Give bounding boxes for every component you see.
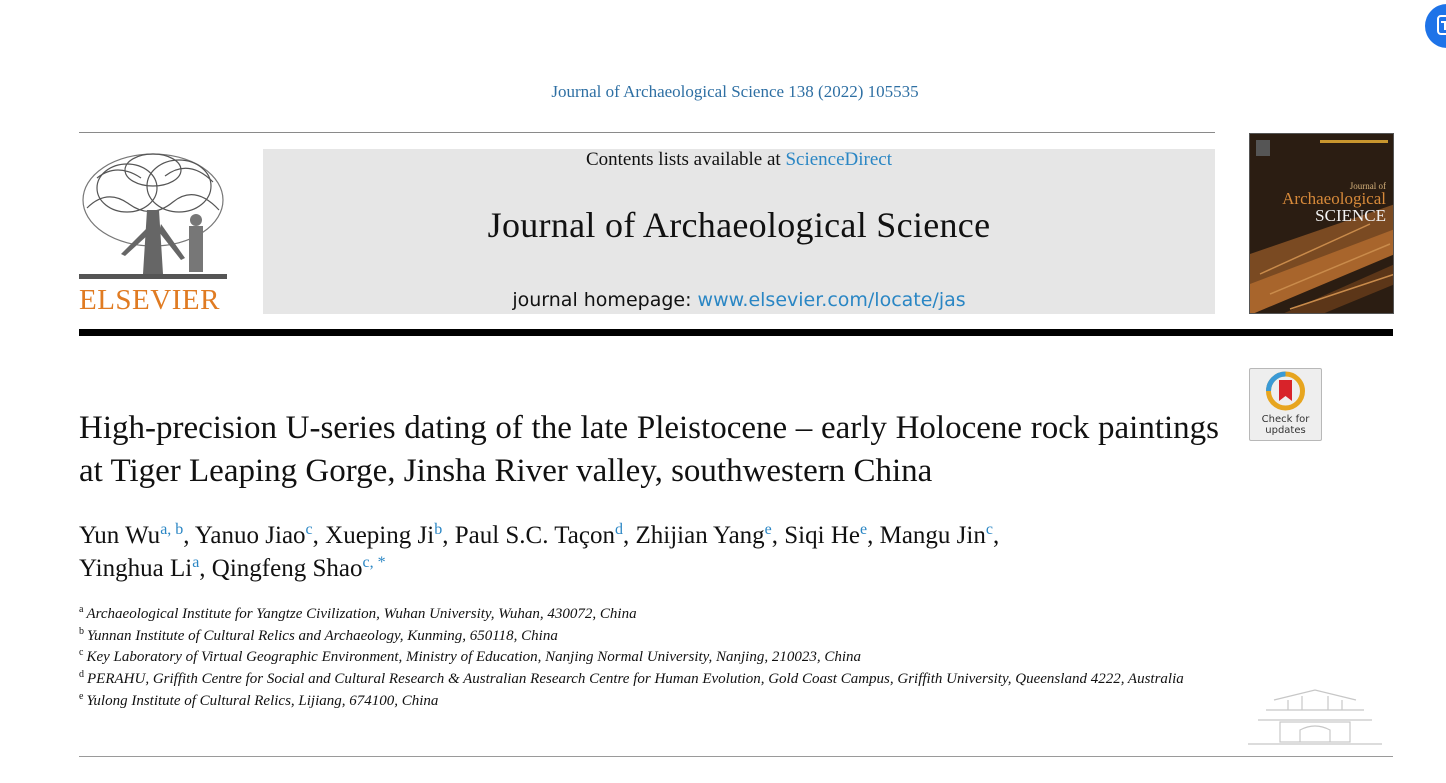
author-affil-sup[interactable]: c, * (362, 554, 386, 571)
author-affil-sup[interactable]: c (305, 521, 313, 538)
translate-icon (1425, 4, 1446, 48)
affiliation-item (79, 669, 1209, 691)
contents-line (263, 149, 1215, 171)
author-list: Yun Wu$^{a, b}$, Yanuo Jiao$^c$, Xueping Ji$^b$, Paul S.C. Taçon$^d$, Zhijian Yang$^e$, Siqi He$^e$, Mangu Jin$^c$, Yinghua Li$^a$, Qingfeng Shao$^{c, *}$ (79, 521, 1000, 582)
author-name[interactable]: Qingfeng Shao (211, 555, 363, 582)
check-updates-line2: updates (1265, 425, 1306, 436)
author-affil-sup[interactable]: a (192, 554, 200, 571)
cover-science: SCIENCE (1315, 206, 1386, 225)
affiliation-text: Yunnan Institute of Cultural Relics and Archaeology, Kunming, 650118, China (87, 627, 558, 644)
cover-journal-of: Journal of (1349, 181, 1386, 191)
author-affil-sup[interactable]: a, b (160, 521, 184, 538)
author-name[interactable]: Mangu Jin (879, 522, 986, 549)
sciencedirect-link[interactable]: ScienceDirect (785, 149, 893, 170)
affiliation-text: Key Laboratory of Virtual Geographic Environment, Ministry of Education, Nanjing Normal University, Nanjing, 210023, China (86, 649, 862, 666)
affiliation-item (79, 691, 1209, 713)
cover-archaeological: Archaeological (1282, 189, 1386, 208)
journal-citation[interactable]: Journal of Archaeological Science 138 (2022) 105535 (551, 82, 919, 101)
check-updates-label (1250, 414, 1321, 436)
author-affil-sup[interactable]: e (859, 521, 868, 538)
header-thick-rule (79, 329, 1393, 336)
journal-name: Journal of Archaeological Science (487, 205, 991, 245)
affiliation-item (79, 626, 1209, 648)
affiliation-key: b (79, 625, 84, 637)
publisher-wordmark: ELSEVIER (79, 284, 220, 316)
affiliation-text: Archaeological Institute for Yangtze Civilization, Wuhan University, Wuhan, 430072, China (86, 606, 637, 622)
author-affil-sup[interactable]: e (764, 521, 772, 538)
author-name[interactable]: Yun Wu (79, 522, 161, 549)
homepage-link[interactable]: www.elsevier.com/locate/jas (697, 289, 966, 311)
check-updates-line1: Check for (1261, 414, 1310, 425)
library-building-icon (1244, 686, 1386, 748)
journal-cover[interactable] (1249, 133, 1394, 314)
author-name[interactable]: Yinghua Li (79, 555, 193, 582)
affiliation-text: Yulong Institute of Cultural Relics, Lijiang, 674100, China (86, 692, 439, 709)
affiliation-item (79, 647, 1209, 669)
check-for-updates-button[interactable] (1249, 368, 1322, 441)
author-affil-sup[interactable]: d (614, 521, 623, 538)
affiliation-key: d (79, 669, 84, 681)
affiliation-key: a (79, 604, 84, 615)
article-title: High-precision U-series dating of the late Pleistocene – early Holocene rock paintings at Tiger Leaping Gorge, Jinsha River valley, southwestern China (79, 410, 1219, 489)
author-name[interactable]: Xueping Ji (325, 522, 435, 549)
header-rule (79, 132, 1215, 133)
library-watermark (1244, 686, 1386, 748)
homepage-prefix: journal homepage: (512, 289, 698, 311)
author-affil-sup[interactable]: b (434, 521, 443, 538)
homepage-line (263, 289, 1215, 311)
author-name[interactable]: Zhijian Yang (635, 522, 765, 549)
affiliation-list (79, 604, 1209, 713)
affiliation-text: PERAHU, Griffith Centre for Social and Cultural Research & Australian Research Centre for Human Evolution, Gold Coast Campus, Griffith University, Queensland 4222, Australia (87, 671, 1184, 688)
contents-prefix: Contents lists available at (585, 149, 786, 170)
affiliation-item (79, 604, 1209, 626)
footer-rule (79, 756, 1393, 757)
affiliation-key: e (79, 690, 84, 702)
affiliation-key: c (79, 647, 84, 659)
elsevier-tree-icon (77, 148, 229, 284)
author-name[interactable]: Paul S.C. Taçon (454, 522, 615, 549)
translate-tool-button[interactable] (1425, 4, 1446, 48)
author-name[interactable]: Yanuo Jiao (194, 522, 306, 549)
author-affil-sup[interactable]: c (985, 521, 993, 538)
check-updates-icon (1250, 371, 1321, 415)
author-name[interactable]: Siqi He (784, 522, 860, 549)
